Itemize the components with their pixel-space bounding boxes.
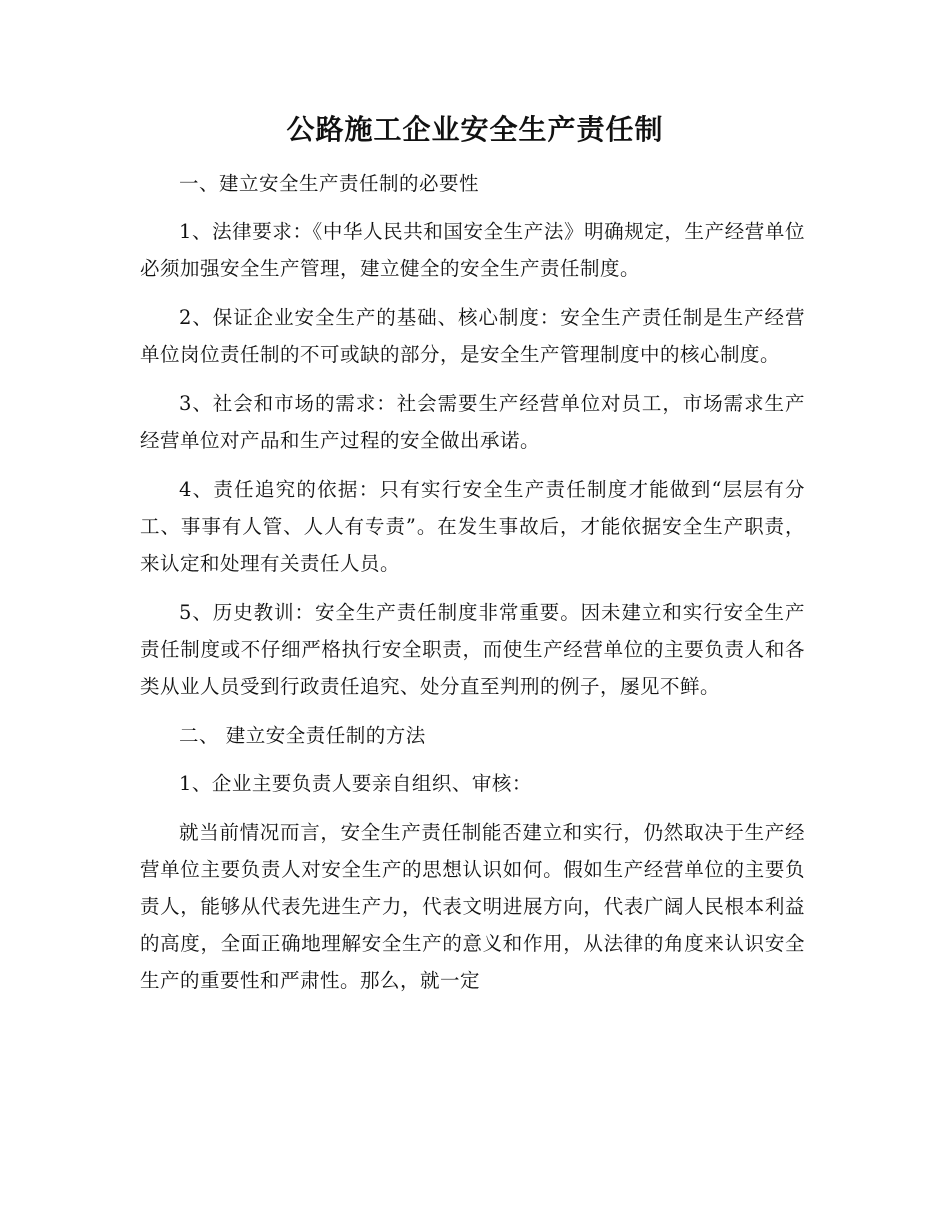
section-heading-2: 二、 建立安全责任制的方法 bbox=[179, 724, 426, 747]
paragraph-historical-lessons: 5、历史教训：安全生产责任制度非常重要。因未建立和实行安全生产责任制度或不仔细严格执行安全职责，而使生产经营单位的主要负责人和各类从业人员受到行政责任追究、处分直至判刑的例子，屡见不鲜。 bbox=[140, 601, 805, 698]
document-title: 公路施工企业安全生产责任制 bbox=[286, 113, 664, 146]
paragraph-legal-requirement: 1、法律要求：《中华人民共和国安全生产法》明确规定，生产经营单位必须加强安全生产管理，建立健全的安全生产责任制度。 bbox=[140, 220, 805, 280]
document-body bbox=[140, 165, 805, 1011]
paragraph-core-system: 2、保证企业安全生产的基础、核心制度：安全生产责任制是生产经营单位岗位责任制的不可或缺的部分，是安全生产管理制度中的核心制度。 bbox=[140, 306, 805, 366]
paragraph-social-demand: 3、社会和市场的需求：社会需要生产经营单位对员工，市场需求生产经营单位对产品和生产过程的安全做出承诺。 bbox=[140, 392, 805, 452]
paragraph-leader-review: 1、企业主要负责人要亲自组织、审核： bbox=[179, 772, 532, 795]
section-heading-1: 一、建立安全生产责任制的必要性 bbox=[179, 172, 480, 195]
paragraph-accountability: 4、责任追究的依据：只有实行安全生产责任制度才能做到“层层有分工、事事有人管、人人有专责”。在发生事故后，才能依据安全生产职责，来认定和处理有关责任人员。 bbox=[140, 478, 805, 575]
paragraph-current-situation: 就当前情况而言，安全生产责任制能否建立和实行，仍然取决于生产经营单位主要负责人对安全生产的思想认识如何。假如生产经营单位的主要负责人，能够从代表先进生产力，代表文明进展方向，代表广阔人民根本利益的高度，全面正确地理解安全生产的意义和作用，从法律的角度来认识安全生产的重要性和严肃性。那么，就一定 bbox=[140, 821, 805, 992]
